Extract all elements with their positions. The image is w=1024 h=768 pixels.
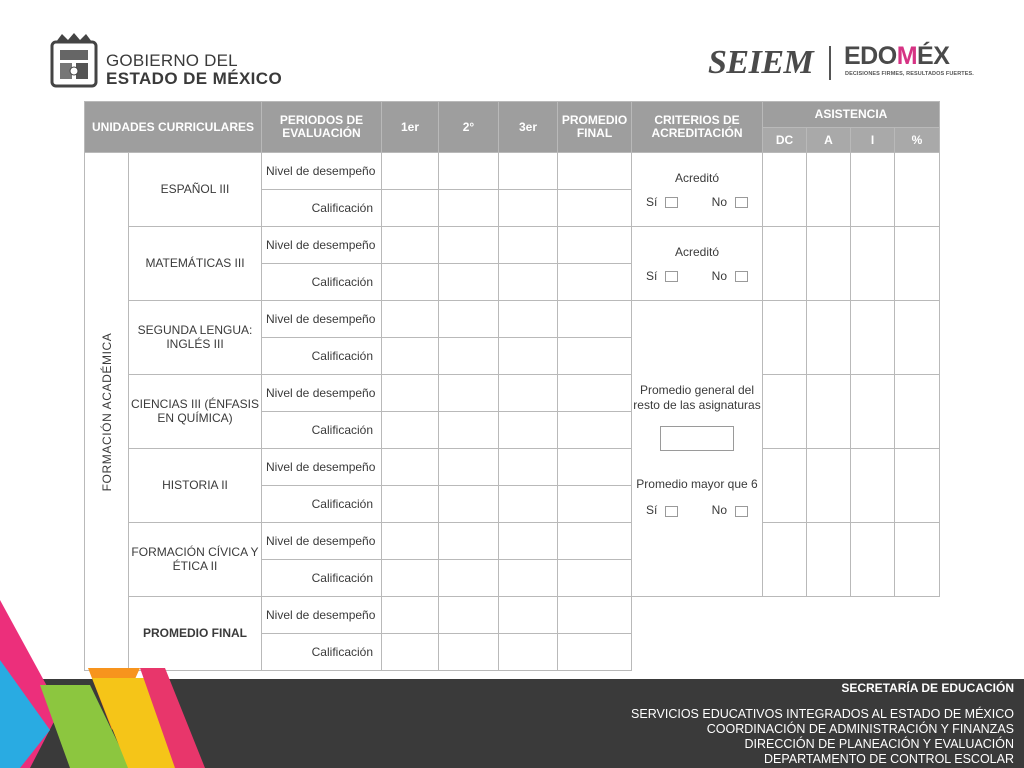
- header-periodos: PERIODOS DE EVALUACIÓN: [262, 102, 382, 153]
- grade-cell[interactable]: [499, 338, 558, 375]
- yes-label: Sí: [646, 194, 658, 209]
- subject-label: SEGUNDA LENGUA: INGLÉS III: [129, 301, 262, 375]
- subject-label: FORMACIÓN CÍVICA Y ÉTICA II: [129, 523, 262, 597]
- grade-cell[interactable]: [439, 375, 499, 412]
- row-label-nivel: Nivel de desempeño: [262, 523, 382, 560]
- grade-cell[interactable]: [558, 412, 632, 449]
- footer-line: DIRECCIÓN DE PLANEACIÓN Y EVALUACIÓN: [744, 737, 1014, 751]
- grade-cell[interactable]: [439, 338, 499, 375]
- grade-cell[interactable]: [382, 523, 439, 560]
- row-label-calificacion: Calificación: [262, 338, 382, 375]
- no-checkbox[interactable]: [735, 197, 748, 208]
- row-label-nivel: Nivel de desempeño: [262, 597, 382, 634]
- grade-cell[interactable]: [439, 264, 499, 301]
- attendance-cell[interactable]: [851, 523, 895, 597]
- grade-cell[interactable]: [499, 264, 558, 301]
- attendance-cell[interactable]: [895, 449, 940, 523]
- empty-space: [632, 597, 940, 634]
- grade-cell[interactable]: [558, 190, 632, 227]
- attendance-cell[interactable]: [763, 523, 807, 597]
- row-label-calificacion: Calificación: [262, 634, 382, 671]
- grade-cell[interactable]: [439, 301, 499, 338]
- no-option[interactable]: [712, 269, 748, 283]
- grade-cell[interactable]: [439, 523, 499, 560]
- subject-label-promedio-final: PROMEDIO FINAL: [129, 597, 262, 671]
- no-option[interactable]: [712, 503, 748, 517]
- grade-cell[interactable]: [382, 560, 439, 597]
- grade-cell[interactable]: [558, 153, 632, 190]
- attendance-cell[interactable]: [895, 227, 940, 301]
- grade-cell[interactable]: [499, 560, 558, 597]
- row-label-calificacion: Calificación: [262, 486, 382, 523]
- attendance-cell[interactable]: [851, 227, 895, 301]
- promedio-general-input[interactable]: [660, 426, 734, 451]
- grade-cell[interactable]: [382, 153, 439, 190]
- attendance-cell[interactable]: [807, 301, 851, 375]
- grade-cell[interactable]: [382, 227, 439, 264]
- grade-cell[interactable]: [558, 634, 632, 671]
- header-period-2: 2°: [439, 102, 499, 153]
- grade-cell[interactable]: [382, 375, 439, 412]
- grade-cell[interactable]: [439, 560, 499, 597]
- grades-table: [84, 101, 940, 671]
- row-label-calificacion: Calificación: [262, 190, 382, 227]
- row-label-calificacion: Calificación: [262, 560, 382, 597]
- attendance-cell[interactable]: [895, 301, 940, 375]
- no-option[interactable]: [712, 195, 748, 209]
- yes-checkbox[interactable]: [665, 197, 678, 208]
- header-period-3: 3er: [499, 102, 558, 153]
- footer-title: SECRETARÍA DE EDUCACIÓN: [841, 681, 1014, 695]
- brand-divider: [829, 46, 831, 80]
- grade-cell[interactable]: [382, 338, 439, 375]
- attendance-cell[interactable]: [895, 375, 940, 449]
- subject-label: ESPAÑOL III: [129, 153, 262, 227]
- footer-lines: [631, 707, 1014, 767]
- grade-cell[interactable]: [499, 153, 558, 190]
- subject-label: HISTORIA II: [129, 449, 262, 523]
- header-pct: %: [895, 128, 940, 153]
- grade-cell[interactable]: [499, 486, 558, 523]
- grade-cell[interactable]: [382, 412, 439, 449]
- government-seal-logo: [48, 32, 100, 90]
- attendance-cell[interactable]: [807, 449, 851, 523]
- yes-label: Sí: [646, 503, 658, 518]
- attendance-cell[interactable]: [851, 301, 895, 375]
- attendance-cell[interactable]: [807, 227, 851, 301]
- row-label-nivel: Nivel de desempeño: [262, 153, 382, 190]
- grade-cell[interactable]: [558, 264, 632, 301]
- header-i: I: [851, 128, 895, 153]
- attendance-cell[interactable]: [895, 523, 940, 597]
- grade-cell[interactable]: [558, 375, 632, 412]
- row-label-nivel: Nivel de desempeño: [262, 449, 382, 486]
- yes-label: Sí: [646, 268, 658, 283]
- attendance-cell[interactable]: [807, 375, 851, 449]
- grade-cell[interactable]: [499, 634, 558, 671]
- no-label: No: [711, 194, 727, 209]
- grade-cell[interactable]: [499, 449, 558, 486]
- attendance-cell[interactable]: [851, 449, 895, 523]
- edomex-logo-m: M: [896, 42, 918, 70]
- grade-cell[interactable]: [499, 523, 558, 560]
- yes-option[interactable]: [646, 269, 678, 283]
- attendance-cell[interactable]: [895, 153, 940, 227]
- grade-cell[interactable]: [439, 227, 499, 264]
- gov-name-line2: ESTADO DE MÉXICO: [106, 69, 283, 88]
- row-label-calificacion: Calificación: [262, 264, 382, 301]
- government-name: [106, 52, 282, 87]
- header-criterios: CRITERIOS DE ACREDITACIÓN: [632, 102, 763, 153]
- empty-space: [632, 634, 940, 671]
- attendance-cell[interactable]: [763, 153, 807, 227]
- subject-label: MATEMÁTICAS III: [129, 227, 262, 301]
- promedio-mayor-label: Promedio mayor que 6: [636, 477, 758, 491]
- yes-checkbox[interactable]: [665, 506, 678, 517]
- no-checkbox[interactable]: [735, 506, 748, 517]
- edomex-logo: [844, 44, 949, 69]
- area-label-cell: [85, 153, 129, 671]
- grade-cell[interactable]: [439, 153, 499, 190]
- row-label-nivel: Nivel de desempeño: [262, 375, 382, 412]
- grade-cell[interactable]: [382, 486, 439, 523]
- grade-cell[interactable]: [558, 560, 632, 597]
- header-a: A: [807, 128, 851, 153]
- edomex-logo-suffix: ÉX: [917, 42, 950, 70]
- grade-cell[interactable]: [439, 597, 499, 634]
- grade-cell[interactable]: [558, 597, 632, 634]
- attendance-cell[interactable]: [763, 301, 807, 375]
- attendance-cell[interactable]: [807, 523, 851, 597]
- header-period-1: 1er: [382, 102, 439, 153]
- edomex-tagline: DECISIONES FIRMES, RESULTADOS FUERTES.: [845, 71, 974, 77]
- grade-cell[interactable]: [499, 597, 558, 634]
- grade-cell[interactable]: [499, 301, 558, 338]
- grades-table-wrapper: [84, 101, 940, 671]
- grade-cell[interactable]: [558, 523, 632, 560]
- grade-cell[interactable]: [439, 190, 499, 227]
- grade-cell[interactable]: [439, 449, 499, 486]
- grade-cell[interactable]: [558, 227, 632, 264]
- row-label-nivel: Nivel de desempeño: [262, 227, 382, 264]
- subject-label: CIENCIAS III (ÉNFASIS EN QUÍMICA): [129, 375, 262, 449]
- acredito-label: Acreditó: [674, 244, 720, 259]
- header-promedio-final: PROMEDIO FINAL: [558, 102, 632, 153]
- grade-cell[interactable]: [558, 301, 632, 338]
- footer-decoration: [0, 600, 220, 768]
- no-checkbox[interactable]: [735, 271, 748, 282]
- grade-cell[interactable]: [382, 597, 439, 634]
- grade-cell[interactable]: [499, 412, 558, 449]
- grade-cell[interactable]: [499, 375, 558, 412]
- grade-cell[interactable]: [439, 412, 499, 449]
- attendance-cell[interactable]: [851, 153, 895, 227]
- yes-checkbox[interactable]: [665, 271, 678, 282]
- attendance-cell[interactable]: [763, 227, 807, 301]
- grade-cell[interactable]: [558, 486, 632, 523]
- criterio-acredito: [632, 153, 763, 227]
- gov-name-line1: GOBIERNO DEL: [106, 51, 238, 70]
- grade-cell[interactable]: [558, 338, 632, 375]
- attendance-cell[interactable]: [851, 375, 895, 449]
- acredito-label: Acreditó: [674, 170, 720, 185]
- yes-option[interactable]: [646, 195, 678, 209]
- header-dc: DC: [763, 128, 807, 153]
- grade-cell[interactable]: [439, 486, 499, 523]
- area-label: FORMACIÓN ACADÉMICA: [99, 332, 114, 491]
- grade-cell[interactable]: [382, 449, 439, 486]
- edomex-logo-prefix: EDO: [844, 42, 897, 70]
- footer-line: DEPARTAMENTO DE CONTROL ESCOLAR: [763, 752, 1014, 766]
- seiem-logo: SEIEM: [708, 44, 814, 81]
- grade-cell[interactable]: [499, 190, 558, 227]
- criterio-promedio-general: [632, 301, 763, 597]
- footer-line: COORDINACIÓN DE ADMINISTRACIÓN Y FINANZAS: [706, 722, 1014, 736]
- criterio-acredito: [632, 227, 763, 301]
- grade-cell[interactable]: [382, 264, 439, 301]
- header-asistencia: ASISTENCIA: [763, 102, 940, 128]
- yes-option[interactable]: [646, 503, 678, 517]
- grade-cell[interactable]: [439, 634, 499, 671]
- attendance-cell[interactable]: [807, 153, 851, 227]
- attendance-cell[interactable]: [763, 449, 807, 523]
- attendance-cell[interactable]: [763, 375, 807, 449]
- no-label: No: [711, 503, 727, 518]
- footer-line: SERVICIOS EDUCATIVOS INTEGRADOS AL ESTADO DE MÉXICO: [631, 707, 1014, 721]
- row-label-calificacion: Calificación: [262, 412, 382, 449]
- grade-cell[interactable]: [382, 301, 439, 338]
- row-label-nivel: Nivel de desempeño: [262, 301, 382, 338]
- no-label: No: [711, 268, 727, 283]
- grade-cell[interactable]: [499, 227, 558, 264]
- header-unidades: UNIDADES CURRICULARES: [85, 102, 262, 153]
- grade-cell[interactable]: [382, 190, 439, 227]
- grade-cell[interactable]: [382, 634, 439, 671]
- grade-cell[interactable]: [558, 449, 632, 486]
- promedio-general-label: Promedio general del resto de las asignaturas: [633, 383, 761, 412]
